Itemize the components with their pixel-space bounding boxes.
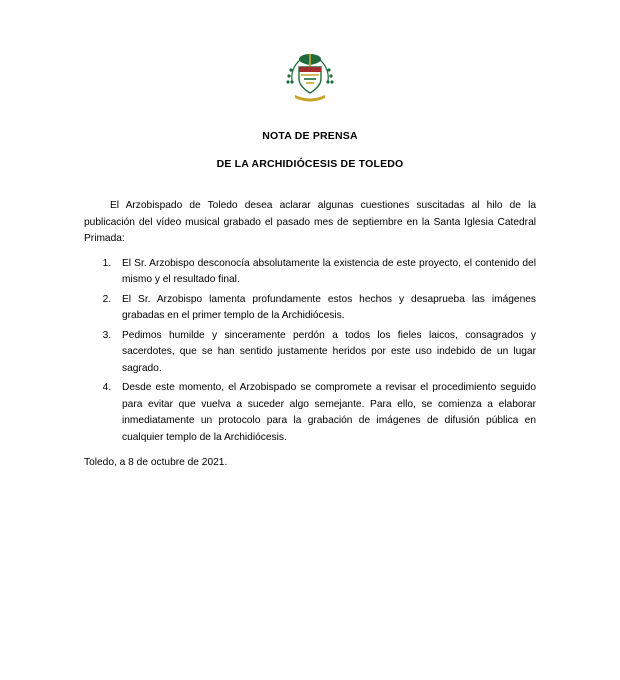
document-heading [0, 130, 620, 170]
list-item: 4. Desde este momento, el Arzobispado se compromete a revisar el procedimiento seguido para evitar que vuelva a suceder algo semejante. Para ello, se comienza a elaborar inmediatamente un protocolo para la grabación de imágenes de difusión pública en cualquier templo de la Archidiócesis. [114, 380, 536, 446]
list-item: 3. Pedimos humilde y sinceramente perdón a todos los fieles laicos, consagrados y sacerdotes, que se han sentido justamente heridos por este uso indebido de un lugar sagrado. [114, 328, 536, 378]
numbered-list [84, 256, 536, 447]
list-item: 2. El Sr. Arzobispo lamenta profundamente estos hechos y desaprueba las imágenes grabadas en el primer templo de la Archidiócesis. [114, 292, 536, 325]
crest-container [0, 0, 620, 108]
heading-line-1: NOTA DE PRENSA [262, 130, 358, 142]
archdiocese-coat-of-arms-icon [273, 46, 347, 108]
closing-line: Toledo, a 8 de octubre de 2021. [84, 457, 228, 469]
intro-paragraph: El Arzobispado de Toledo desea aclarar algunas cuestiones suscitadas al hilo de la publicación del vídeo musical grabado el pasado mes de septiembre en la Santa Iglesia Catedral Primada: [84, 200, 536, 245]
list-item: 1. El Sr. Arzobispo desconocía absolutamente la existencia de este proyecto, el contenido del mismo y el resultado final. [114, 256, 536, 289]
document-body [84, 170, 536, 472]
heading-line-2: DE LA ARCHIDIÓCESIS DE TOLEDO [216, 157, 404, 170]
